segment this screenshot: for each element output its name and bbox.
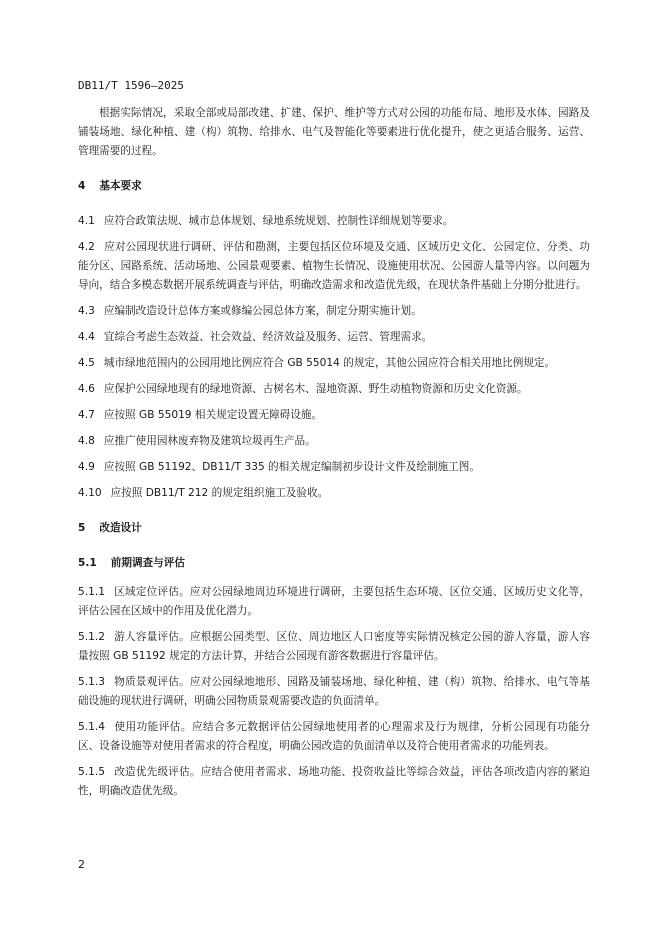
- chapter-5-heading: [78, 519, 590, 538]
- clause-4-2: 4.2 应对公园现状进行调研、评估和勘测，主要包括区位环境及交通、区域历史文化、公园定位、分类、功能分区、园路系统、活动场地、公园景观要素、植物生长情况、设施使用状况、公园游人量等内容。以问题为导向，结合多模态数据开展系统调查与评估，明确改造需求和改造优先级，在现状条件基础上分期分批进行。: [78, 241, 590, 291]
- clause-4-4: 4.4 宜综合考虑生态效益、社会效益、经济效益及服务、运营、管理需求。: [78, 331, 433, 343]
- clause-5-1-5: 5.1.5 改造优先级评估。应结合使用者需求、场地功能、投资收益比等综合效益，评估各项改造内容的紧迫性，明确改造优先级。: [78, 766, 590, 797]
- clause-4-6: 4.6 应保护公园绿地现有的绿地资源、古树名木、湿地资源、野生动植物资源和历史文化资源。: [78, 383, 528, 395]
- clause-5-1-4: 5.1.4 使用功能评估。应结合多元数据评估公园绿地使用者的心理需求及行为规律，分析公园现有功能分区、设备设施等对使用者需求的符合程度，明确公园改造的负面清单以及符合使用者需求的功能列表。: [78, 721, 590, 752]
- clause-5-1-3: 5.1.3 物质景观评估。应对公园绿地地形、园路及铺装场地、绿化种植、建（构）筑物、给排水、电气等基础设施的现状进行调研，明确公园物质景观需要改造的负面清单。: [78, 676, 590, 707]
- clause-5-1-2: 5.1.2 游人容量评估。应根据公园类型、区位、周边地区人口密度等实际情况核定公园的游人容量，游人容量按照 GB 51192 规定的方法计算，并结合公园现有游客数据进行容量评估。: [78, 631, 590, 662]
- document-code: DB11/T 1596—2025: [78, 79, 184, 92]
- clause-4-7: 4.7 应按照 GB 55019 相关规定设置无障碍设施。: [78, 409, 323, 421]
- section-title: 前期调查与评估: [110, 557, 185, 569]
- clause-4-5: 4.5 城市绿地范围内的公园用地比例应符合 GB 55014 的规定，其他公园应符合相关用地比例规定。: [78, 357, 556, 369]
- section-5-1-heading: [78, 554, 590, 573]
- section-number: 5.1: [78, 557, 97, 569]
- page-number: 2: [78, 858, 85, 871]
- clause-4-8: 4.8 应推广使用园林废弃物及建筑垃圾再生产品。: [78, 435, 316, 447]
- clause-4-10: 4.10 应按照 DB11/T 212 的规定组织施工及验收。: [78, 487, 329, 499]
- chapter-number: 5: [78, 522, 86, 534]
- clause-4-3: 4.3 应编制改造设计总体方案或修编公园总体方案，制定分期实施计划。: [78, 305, 422, 317]
- clause-5-1-1: 5.1.1 区域定位评估。应对公园绿地周边环境进行调研，主要包括生态环境、区位交通、区域历史文化等，评估公园在区域中的作用及优化潜力。: [78, 586, 590, 617]
- clause-4-9: 4.9 应按照 GB 51192、DB11/T 335 的相关规定编制初步设计文件及绘制施工图。: [78, 461, 480, 473]
- intro-paragraph: 根据实际情况，采取全部或局部改建、扩建、保护、维护等方式对公园的功能布局、地形及水体、园路及铺装场地、绿化种植、建（构）筑物、给排水、电气及智能化等要素进行优化提升，使之更适合服务、运营、管理需要的过程。: [78, 107, 590, 157]
- chapter-number: 4: [78, 180, 86, 192]
- document-body: [78, 104, 590, 808]
- chapter-4-heading: [78, 177, 590, 196]
- chapter-title: 基本要求: [99, 180, 142, 192]
- clause-4-1: 4.1 应符合政策法规、城市总体规划、绿地系统规划、控制性详细规划等要求。: [78, 215, 454, 227]
- chapter-title: 改造设计: [99, 522, 142, 534]
